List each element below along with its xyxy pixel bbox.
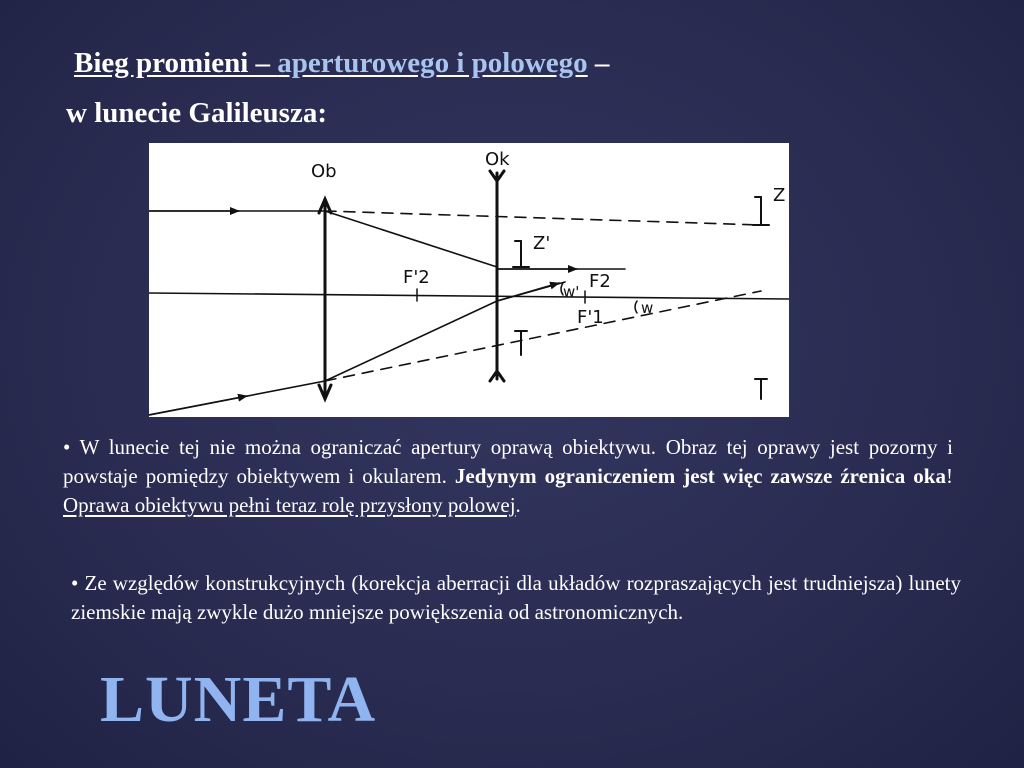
- dashed-line-to-z: [325, 211, 761, 225]
- ray-arrow-3: [149, 396, 247, 415]
- label-focus-f2-prime: F'2: [403, 267, 430, 288]
- title-text-part-1: Bieg promieni –: [74, 47, 278, 79]
- optical-diagram: [149, 143, 789, 417]
- label-object-z: Z: [773, 185, 786, 206]
- paragraph1-text-b: !: [945, 464, 953, 488]
- title-underlined-text: [74, 47, 588, 79]
- angle-arc-w: [635, 301, 637, 313]
- optical-diagram-svg: [149, 143, 789, 417]
- paragraph-galileo-aperture: [63, 433, 953, 520]
- dashed-line-lower: [325, 291, 761, 381]
- label-angle-w: w: [641, 299, 654, 317]
- label-image-z-prime: Z': [533, 233, 551, 254]
- paragraph1-text-a: W lunecie tej nie można ograniczać apertury oprawą obiektywu. Obraz tej oprawy jest pozorny i powstaje pomiędzy obiektywem i okularem.: [63, 435, 953, 488]
- label-focus-f1-prime: F'1: [577, 307, 604, 328]
- refracted-ray-top: [325, 211, 497, 267]
- label-eyepiece: Ok: [485, 149, 510, 170]
- ray-arrow-4: [497, 283, 559, 301]
- paragraph1-bold-text: Jedynym ograniczeniem jest więc zawsze źrenica oka: [454, 464, 946, 488]
- oblique-refracted-ray: [325, 301, 497, 381]
- section-title-luneta: LUNETA: [100, 663, 377, 736]
- label-objective: Ob: [311, 161, 337, 182]
- optical-axis-line: [149, 293, 789, 299]
- slide-title-line-2: w lunecie Galileusza:: [66, 97, 327, 129]
- paragraph-terrestrial-telescopes: [71, 569, 961, 627]
- title-text-part-2: –: [587, 47, 610, 79]
- paragraph1-underlined-text: Oprawa obiektywu pełni teraz rolę przysłony polowej: [63, 493, 516, 517]
- paragraph2-text: Ze względów konstrukcyjnych (korekcja aberracji dla układów rozpraszających jest trudniejsza) lunety ziemskie mają zwykle dużo mniejsze powiększenia od astronomicznych.: [71, 571, 961, 624]
- bullet-2: •: [71, 571, 79, 595]
- slide-title-line-1: [74, 46, 609, 80]
- label-angle-w-prime: w': [563, 283, 580, 301]
- title-accent-link[interactable]: aperturowego i polowego: [277, 47, 588, 79]
- paragraph1-text-c: .: [515, 493, 521, 517]
- bullet-1: •: [63, 435, 71, 459]
- label-focus-f2: F2: [589, 271, 611, 292]
